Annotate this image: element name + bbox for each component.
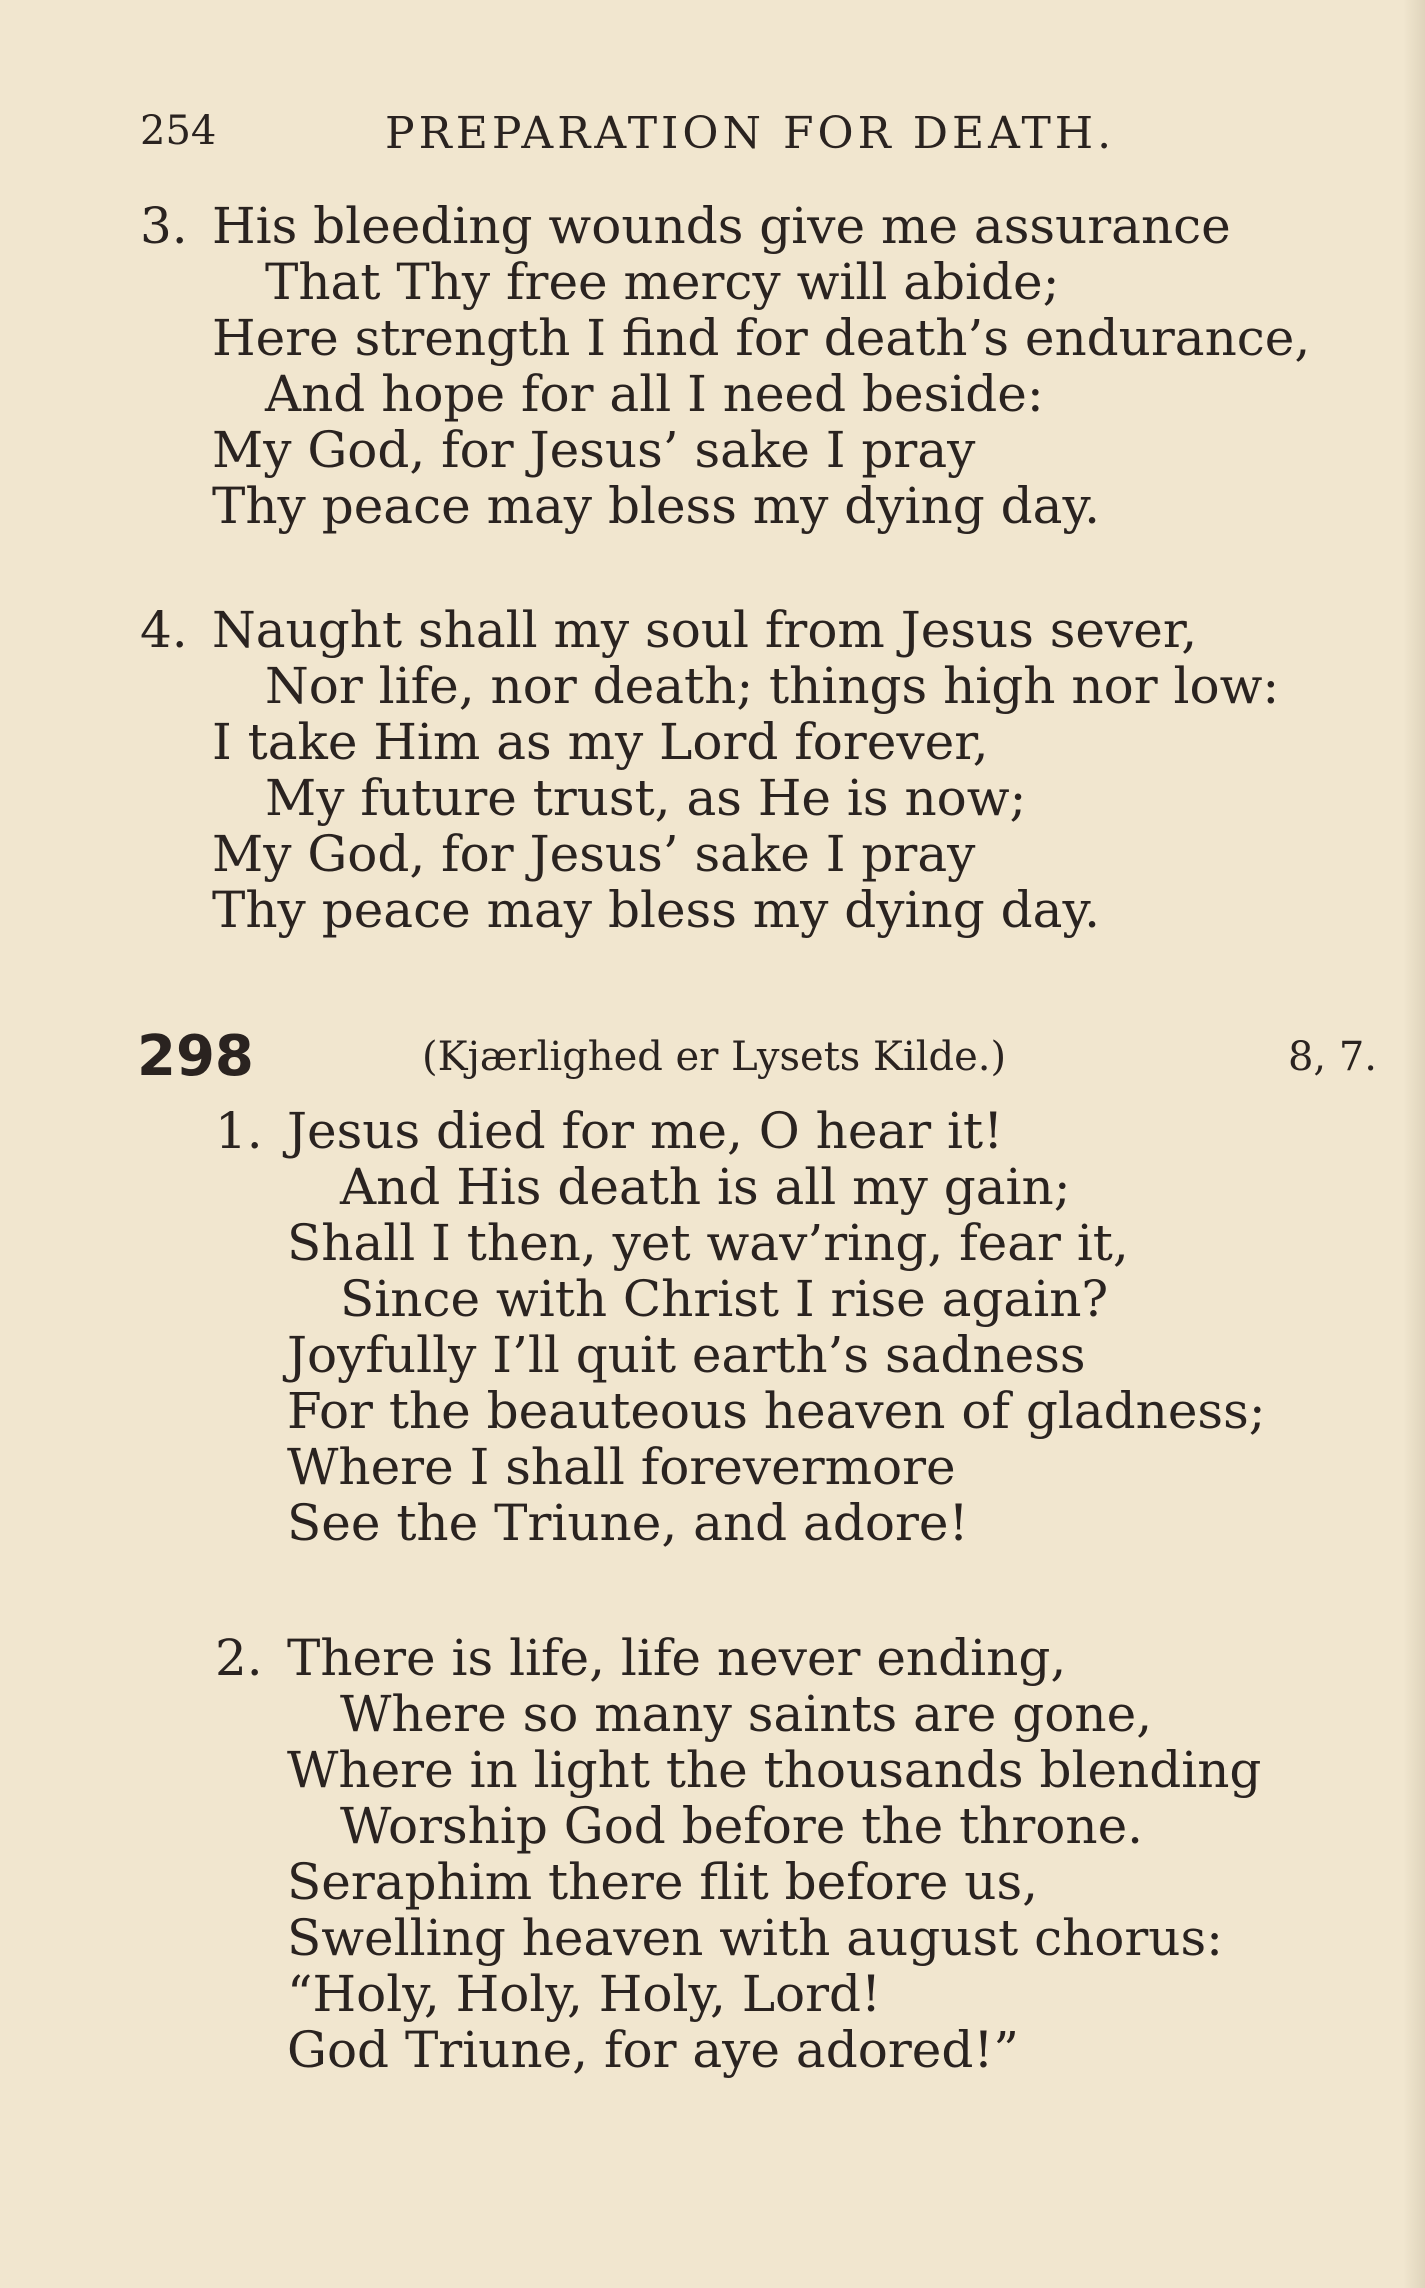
page-number: 254 (140, 108, 217, 154)
running-title: PREPARATION FOR DEATH. (385, 108, 1116, 159)
hymn-tune: (Kjærlighed er Lysets Kilde.) (422, 1034, 1007, 1080)
running-head (140, 108, 1140, 168)
stanza-number: 1. (215, 1102, 263, 1160)
hymn-number: 298 (137, 1024, 254, 1089)
stanza-number: 2. (215, 1629, 263, 1687)
page-edge (1403, 0, 1425, 2288)
hymn-meter: 8, 7. (1287, 1034, 1377, 1080)
stanza-number: 3. (140, 197, 188, 255)
hymn-header (137, 1022, 1377, 1092)
hymnal-page: 254 PREPARATION FOR DEATH. 3. His bleeding wounds give me assurance That Thy free mercy will abide; Here strength I find for death’s endurance, And hope for all I need beside: My God, for Jesus’ sake I pray Thy peace may bless my dying day. 4. Naught shall my soul from Jesus sever, Nor life, nor death; things high nor low: I take Him as my Lord forever, My future trust, as He is now; My God, for Jesus’ sake I pray Thy peace may bless my dying day. 298 (Kjærlighed er Lysets Kilde.) 8, 7. 1. Jesus died for me, O hear it! And His death is all my gain; Shall I then, yet wav’ring, fear it, Since with Christ I rise again? Joyfully I’ll quit earth’s sadness For the beauteous heaven of gladness; Where I shall forevermore See the Triune, and adore! 2. There is life, life never ending, Where so many saints are gone, Where in light the thousands blending Worship God before the throne. Seraphim there flit before us, Swelling heaven with august chorus: “Holy, Holy, Holy, Lord! God Triune, for aye adored!” (0, 0, 1425, 2288)
stanza-number: 4. (140, 601, 188, 659)
